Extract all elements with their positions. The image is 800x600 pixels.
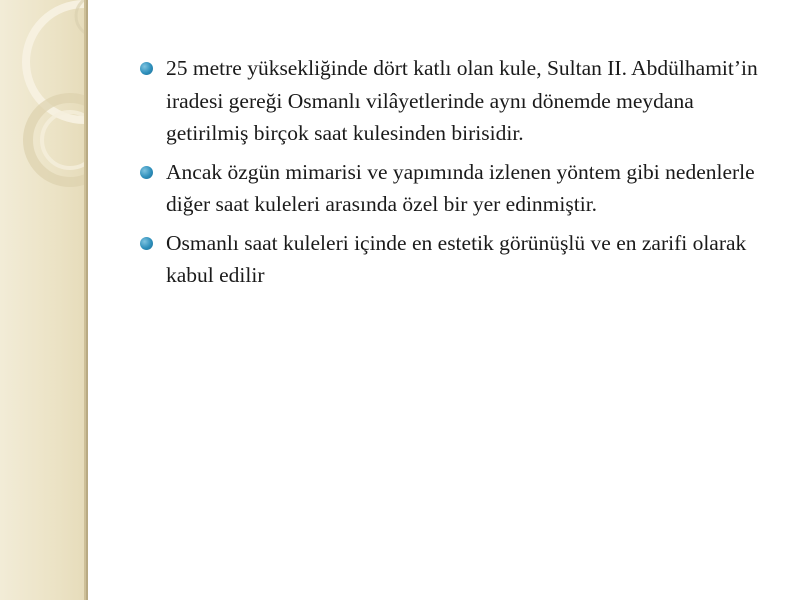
bullet-item <box>140 227 770 292</box>
bullet-item <box>140 52 770 150</box>
bullet-text: Osmanlı saat kuleleri içinde en estetik görünüşlü ve en zarifi olarak kabul edilir <box>166 230 747 287</box>
bullet-text: Ancak özgün mimarisi ve yapımında izlenen yöntem gibi nedenlerle diğer saat kuleleri arasında özel bir yer edinmiştir. <box>166 159 755 216</box>
bullet-list <box>140 52 770 298</box>
bullet-text: 25 metre yüksekliğinde dört katlı olan kule, Sultan II. Abdülhamit’in iradesi gereği Osmanlı vilâyetlerinde aynı dönemde meydana getirilmiş birçok saat kulesinden birisidir. <box>166 56 758 145</box>
side-divider-shadow <box>86 0 88 600</box>
bullet-icon <box>140 166 153 179</box>
bullet-item <box>140 156 770 221</box>
side-band <box>0 0 84 600</box>
bullet-icon <box>140 62 153 75</box>
decorative-circles <box>0 0 84 220</box>
bullet-icon <box>140 237 153 250</box>
